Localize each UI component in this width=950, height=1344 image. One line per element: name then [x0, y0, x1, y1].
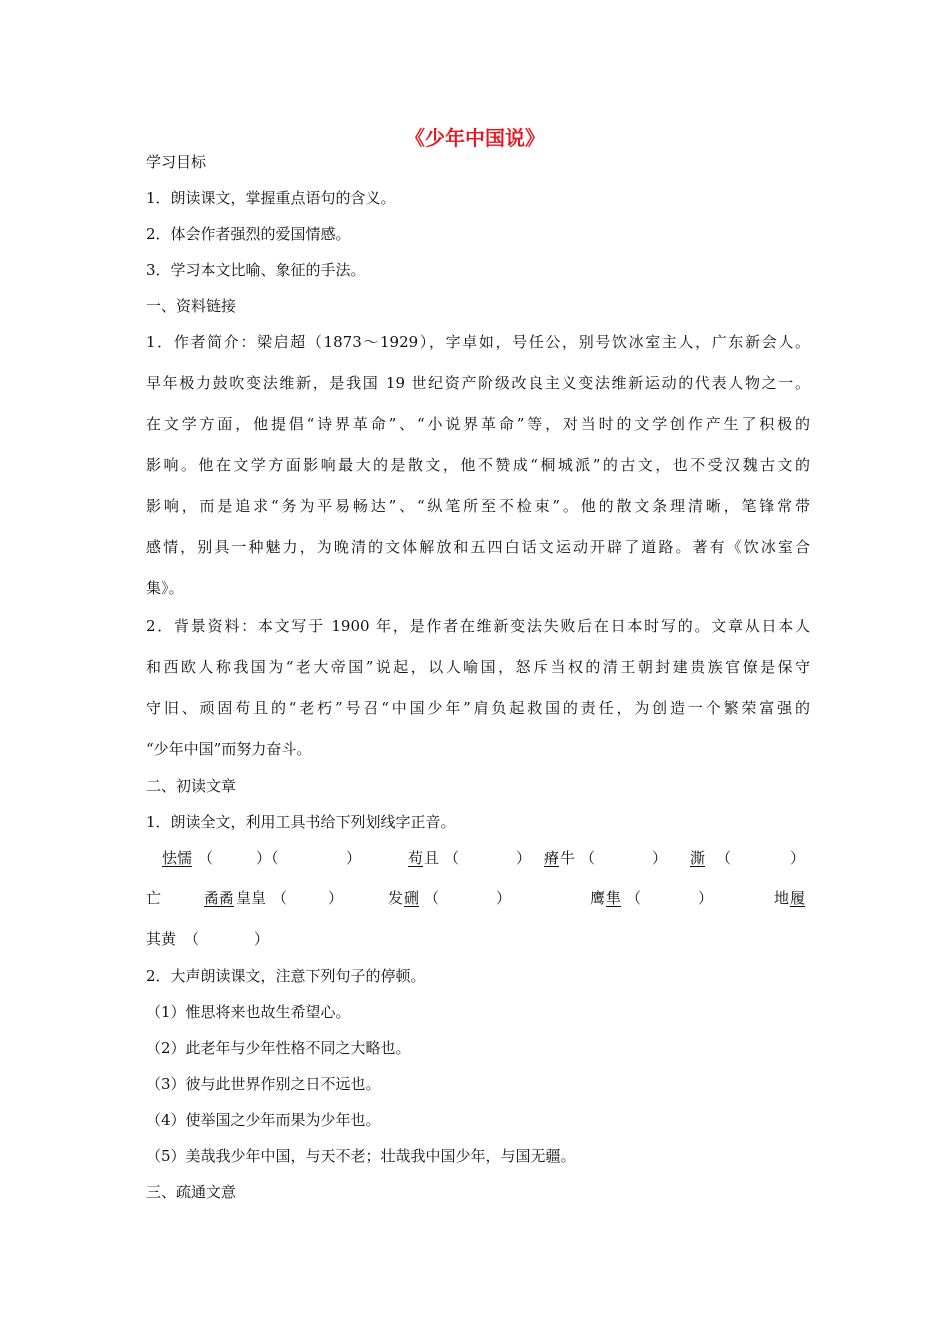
- answer-paren: ）: [652, 849, 668, 867]
- section3-heading: 三、疏通文意: [146, 1183, 237, 1201]
- underlined-word: 隼: [606, 889, 622, 907]
- author-line-3: 在文学方面，他提倡“诗界革命”、“小说界革命”等，对当时的文学创作产生了积极的: [146, 415, 810, 433]
- answer-paren: ）: [346, 849, 362, 867]
- underlined-word: 硎: [404, 889, 420, 907]
- underlined-word: 履: [790, 889, 806, 907]
- background-line-2: 和西欧人称我国为“老大帝国”说起，以人喻国，怒斥当权的清王朝封建贵族官僚是保守: [146, 658, 810, 676]
- background-line-3: 守旧、顽固苟且的“老朽”号召“中国少年”肩负起救国的责任，为创造一个繁荣富强的: [146, 699, 810, 717]
- author-line-7: 集》。: [146, 579, 184, 597]
- answer-paren: （: [580, 849, 596, 867]
- answer-paren: ）: [328, 889, 344, 907]
- goal-item-1: 1．朗读课文，掌握重点语句的含义。: [146, 189, 396, 207]
- answer-paren: （: [272, 889, 288, 907]
- word-rest: 亡: [146, 889, 162, 907]
- word-rest: 皇皇: [236, 889, 267, 907]
- answer-paren: （: [626, 889, 642, 907]
- author-line-4: 影响。他在文学方面影响最大的是散文，他不赞成“桐城派”的古文，也不受汉魏古文的: [146, 456, 810, 474]
- sentence-4: （4）使举国之少年而果为少年也。: [146, 1111, 381, 1129]
- word-rest: 地: [774, 889, 790, 907]
- sentence-1: （1）惟思将来也故生希望心。: [146, 1003, 351, 1021]
- author-line-5: 影响，而是追求“务为平易畅达”、“纵笔所至不检束”。他的散文条理清晰，笔锋常带: [146, 497, 810, 515]
- answer-paren: ）: [254, 930, 270, 948]
- answer-paren: ）: [790, 849, 806, 867]
- author-line-1: 1．作者简介：梁启超（1873～1929），字卓如，号任公，别号饮冰室主人，广东新会人。: [146, 333, 810, 351]
- question-1: 1．朗读全文，利用工具书给下列划线字正音。: [146, 813, 456, 831]
- goal-item-3: 3．学习本文比喻、象征的手法。: [146, 261, 366, 279]
- sentence-3: （3）彼与此世界作别之日不远也。: [146, 1075, 381, 1093]
- page-title: 《少年中国说》: [405, 126, 545, 150]
- underlined-word: 苟: [408, 849, 424, 867]
- answer-paren: ）: [516, 849, 532, 867]
- answer-paren: （: [444, 849, 460, 867]
- answer-paren: （: [198, 849, 214, 867]
- answer-paren: ）: [698, 889, 714, 907]
- section2-heading: 二、初读文章: [146, 777, 237, 795]
- word-rest: 且: [424, 849, 440, 867]
- answer-paren: （: [716, 849, 732, 867]
- underlined-word: 怯懦: [162, 849, 193, 867]
- answer-paren: （: [424, 889, 440, 907]
- goal-item-2: 2．体会作者强烈的爱国情感。: [146, 225, 351, 243]
- word-rest: 其黄: [146, 930, 177, 948]
- author-line-2: 早年极力鼓吹变法维新，是我国 19 世纪资产阶级改良主义变法维新运动的代表人物之一。: [146, 374, 810, 392]
- section1-heading: 一、资料链接: [146, 297, 237, 315]
- sentence-5: （5）美哉我少年中国，与天不老；壮哉我中国少年，与国无疆。: [146, 1147, 576, 1165]
- background-line-4: “少年中国”而努力奋斗。: [146, 740, 312, 758]
- underlined-word: 瘠: [544, 849, 560, 867]
- author-line-6: 感情，别具一种魅力，为晚清的文体解放和五四白话文运动开辟了道路。著有《饮冰室合: [146, 538, 810, 556]
- question-2: 2．大声朗读课文，注意下列句子的停顿。: [146, 967, 426, 985]
- goals-heading: 学习目标: [146, 153, 207, 171]
- underlined-word: 澌: [690, 849, 706, 867]
- answer-paren: （: [184, 930, 200, 948]
- sentence-2: （2）此老年与少年性格不同之大略也。: [146, 1039, 411, 1057]
- answer-paren: ）: [496, 889, 512, 907]
- word-rest: 鹰: [590, 889, 606, 907]
- answer-paren: ）（: [256, 849, 279, 867]
- word-rest: 牛: [560, 849, 576, 867]
- word-rest: 发: [388, 889, 404, 907]
- background-line-1: 2．背景资料：本文写于 1900 年，是作者在维新变法失败后在日本时写的。文章从日本人: [146, 617, 810, 635]
- underlined-word: 矞矞: [204, 889, 235, 907]
